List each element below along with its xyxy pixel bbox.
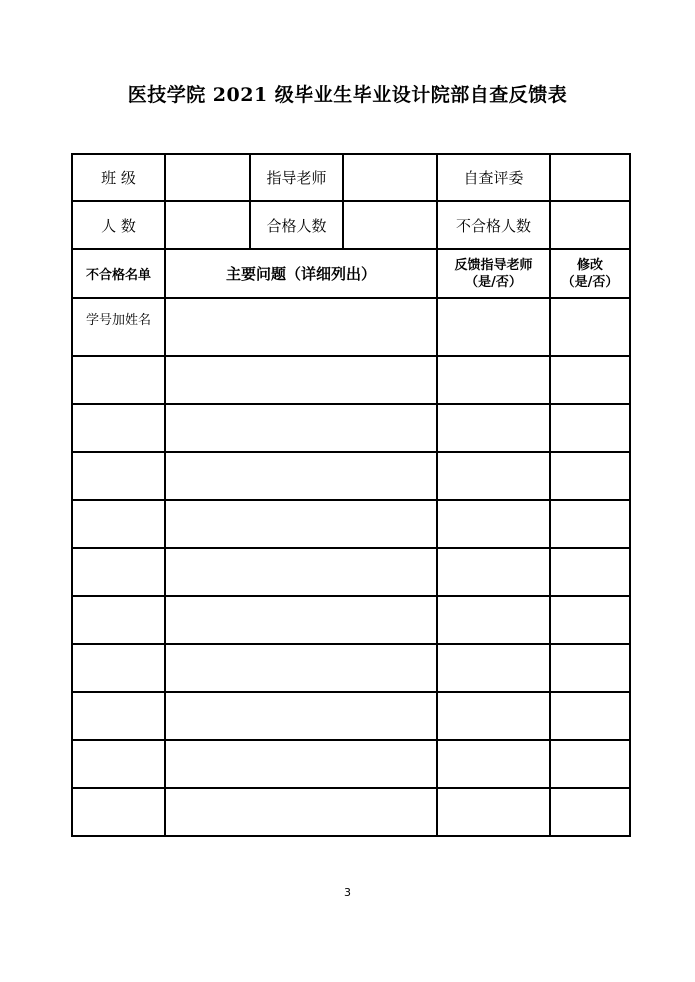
table-row-count: [72, 201, 630, 249]
revised-cell[interactable]: [550, 644, 630, 692]
feedback-header-line1: 反馈指导老师: [454, 257, 533, 273]
feedback-header: [437, 249, 550, 298]
issues-cell[interactable]: [165, 788, 437, 836]
count-value-cell[interactable]: [165, 201, 250, 249]
review-label: 自查评委: [437, 154, 550, 201]
feedback-cell[interactable]: [437, 298, 550, 356]
issues-cell[interactable]: [165, 500, 437, 548]
feedback-cell[interactable]: [437, 692, 550, 740]
name-cell[interactable]: [72, 644, 165, 692]
table-row: [72, 644, 630, 692]
revised-cell[interactable]: [550, 596, 630, 644]
table-row-class: [72, 154, 630, 201]
name-cell[interactable]: [72, 500, 165, 548]
feedback-cell[interactable]: [437, 596, 550, 644]
issues-cell[interactable]: [165, 548, 437, 596]
count-label: 人 数: [72, 201, 165, 249]
revised-cell[interactable]: [550, 298, 630, 356]
feedback-cell[interactable]: [437, 644, 550, 692]
revised-cell[interactable]: [550, 548, 630, 596]
revised-header-line1: 修改: [576, 257, 603, 273]
table-row: [72, 356, 630, 404]
issues-cell[interactable]: [165, 452, 437, 500]
name-cell[interactable]: [72, 404, 165, 452]
student-id-name-note[interactable]: 学号加姓名: [72, 298, 165, 356]
advisor-label: 指导老师: [250, 154, 343, 201]
revised-cell[interactable]: [550, 404, 630, 452]
main-issues-header: 主要问题（详细列出）: [165, 249, 437, 298]
review-value-cell[interactable]: [550, 154, 630, 201]
unqualified-list-header: 不合格名单: [72, 249, 165, 298]
document-title: 医技学院 2021 级毕业生毕业设计院部自查反馈表: [127, 84, 568, 106]
unqualified-label: 不合格人数: [437, 201, 550, 249]
issues-cell[interactable]: [165, 740, 437, 788]
name-cell[interactable]: [72, 692, 165, 740]
feedback-cell[interactable]: [437, 788, 550, 836]
revised-cell[interactable]: [550, 788, 630, 836]
revised-header: [550, 249, 630, 298]
qualified-label: 合格人数: [250, 201, 343, 249]
advisor-value-cell[interactable]: [343, 154, 437, 201]
issues-cell[interactable]: [165, 356, 437, 404]
table-row: [72, 740, 630, 788]
table-row: [72, 788, 630, 836]
feedback-cell[interactable]: [437, 356, 550, 404]
table-row: [72, 452, 630, 500]
issues-cell[interactable]: [165, 644, 437, 692]
feedback-header-line2: （是/否）: [465, 274, 522, 290]
name-cell[interactable]: [72, 740, 165, 788]
table-row: [72, 548, 630, 596]
feedback-cell[interactable]: [437, 404, 550, 452]
revised-cell[interactable]: [550, 500, 630, 548]
issues-cell[interactable]: [165, 404, 437, 452]
issues-cell[interactable]: [165, 298, 437, 356]
revised-header-line2: （是/否）: [561, 274, 619, 290]
table-row: [72, 298, 630, 356]
issues-cell[interactable]: [165, 692, 437, 740]
revised-cell[interactable]: [550, 692, 630, 740]
name-cell[interactable]: [72, 452, 165, 500]
table-header-row: [72, 249, 630, 298]
class-value-cell[interactable]: [165, 154, 250, 201]
class-label: 班 级: [72, 154, 165, 201]
name-cell[interactable]: [72, 356, 165, 404]
feedback-cell[interactable]: [437, 740, 550, 788]
name-cell[interactable]: [72, 788, 165, 836]
feedback-cell[interactable]: [437, 452, 550, 500]
table-row: [72, 596, 630, 644]
revised-cell[interactable]: [550, 452, 630, 500]
qualified-value-cell[interactable]: [343, 201, 437, 249]
page-number: 3: [344, 886, 351, 899]
feedback-cell[interactable]: [437, 500, 550, 548]
unqualified-value-cell[interactable]: [550, 201, 630, 249]
feedback-table: [71, 153, 631, 837]
name-cell[interactable]: [72, 548, 165, 596]
table-row: [72, 500, 630, 548]
revised-cell[interactable]: [550, 356, 630, 404]
revised-cell[interactable]: [550, 740, 630, 788]
feedback-cell[interactable]: [437, 548, 550, 596]
issues-cell[interactable]: [165, 596, 437, 644]
table-row: [72, 692, 630, 740]
name-cell[interactable]: [72, 596, 165, 644]
table-row: [72, 404, 630, 452]
